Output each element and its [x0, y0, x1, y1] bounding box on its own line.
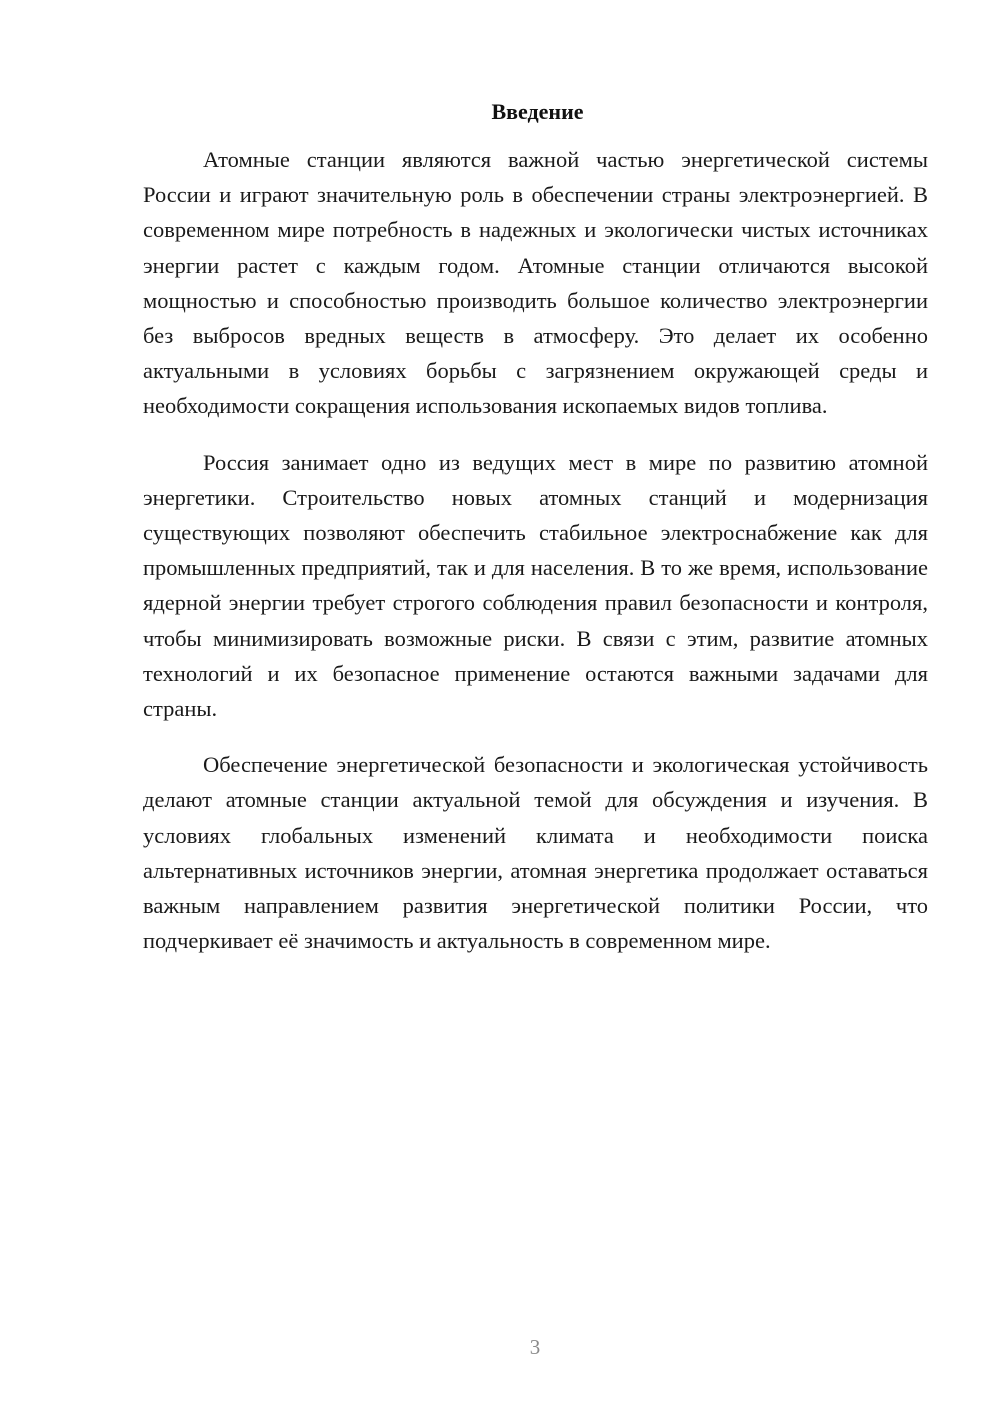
- page-number: 3: [529, 1335, 541, 1359]
- page-content: [143, 96, 928, 979]
- paragraph-2: Россия занимает одно из ведущих мест в мире по развитию атомной энергетики. Строительство новых атомных станций и модернизация существующих позволяют обеспечить стабильное электроснабжение как для промышленных предприятий, так и для населения. В то же время, использование ядерной энергии требует строгого соблюдения правил безопасности и контроля, чтобы минимизировать возможные риски. В связи с этим, развитие атомных технологий и их безопасное применение остаются важными задачами для страны.: [143, 449, 928, 722]
- section-title: Введение: [491, 99, 584, 124]
- paragraph-3: Обеспечение энергетической безопасности и экологическая устойчивость делают атомные станции актуальной темой для обсуждения и изучения. В условиях глобальных изменений климата и необходимости поиска альтернативных источников энергии, атомная энергетика продолжает оставаться важным направлением развития энергетической политики России, что подчеркивает её значимость и актуальность в современном мире.: [143, 752, 928, 954]
- paragraph-1: Атомные станции являются важной частью энергетической системы России и играют значительную роль в обеспечении страны электроэнергией. В современном мире потребность в надежных и экологически чистых источниках энергии растет с каждым годом. Атомные станции отличаются высокой мощностью и способностью производить большое количество электроэнергии без выбросов вредных веществ в атмосферу. Это делает их особенно актуальными в условиях борьбы с загрязнением окружающей среды и необходимости сокращения использования ископаемых видов топлива.: [143, 147, 928, 419]
